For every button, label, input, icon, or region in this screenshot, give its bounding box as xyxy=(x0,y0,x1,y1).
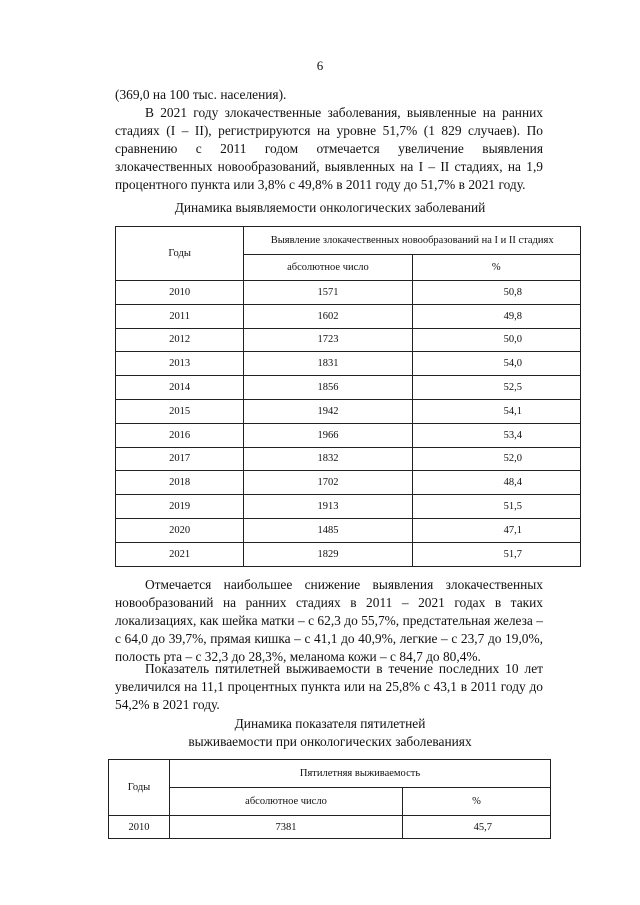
table2-header-years: Годы xyxy=(109,760,170,816)
table1-absolute-cell: 1942 xyxy=(244,399,412,423)
table1-year-cell: 2017 xyxy=(116,447,244,471)
table1-header-percent: % xyxy=(412,255,580,281)
table2-header-absolute: абсолютное число xyxy=(170,788,403,816)
table1-percent-cell: 54,1 xyxy=(412,399,580,423)
table2-absolute-cell: 7381 xyxy=(170,816,403,839)
table1-percent-cell: 49,8 xyxy=(412,304,580,328)
table2-header-percent: % xyxy=(403,788,551,816)
table1-row xyxy=(116,447,581,471)
table1-row xyxy=(116,281,581,305)
table1-row xyxy=(116,376,581,400)
table1-header-group: Выявление злокачественных новообразований на I и II стадиях xyxy=(244,227,581,255)
table1-row xyxy=(116,304,581,328)
table1-row xyxy=(116,471,581,495)
table2-title-line2: выживаемости при онкологических заболеваниях xyxy=(188,734,472,749)
table1-absolute-cell: 1723 xyxy=(244,328,412,352)
table1-year-cell: 2021 xyxy=(116,542,244,566)
table2-row xyxy=(109,816,551,839)
table1-percent-cell: 50,8 xyxy=(412,281,580,305)
table1-year-cell: 2016 xyxy=(116,423,244,447)
detection-dynamics-table xyxy=(115,226,581,567)
table1-year-cell: 2012 xyxy=(116,328,244,352)
table2-year-cell: 2010 xyxy=(109,816,170,839)
table1-row xyxy=(116,328,581,352)
table1-row xyxy=(116,352,581,376)
table1-absolute-cell: 1702 xyxy=(244,471,412,495)
table1-percent-cell: 52,0 xyxy=(412,447,580,471)
paragraph-survival-rate: Показатель пятилетней выживаемости в течение последних 10 лет увеличился на 11,1 процентных пункта или на 25,8% с 43,1 в 2011 году до 54,2% в 2021 году. xyxy=(115,661,543,712)
table1-absolute-cell: 1571 xyxy=(244,281,412,305)
table1-percent-cell: 54,0 xyxy=(412,352,580,376)
page-number: 6 xyxy=(316,58,324,73)
paragraph-decline-localizations: Отмечается наибольшее снижение выявления злокачественных новообразований на ранних стадиях в 2011 – 2021 годах в таких локализациях, как шейка матки – с 62,3 до 55,7%, предстательная железа – с 64,0 до 39,7%, прямая кишка – с 41,1 до 40,9%, легкие – с 23,7 до 19,0%, полость рта – с 32,3 до 28,3%, меланома кожи – с 84,7 до 80,4%. xyxy=(115,577,543,664)
table1-absolute-cell: 1966 xyxy=(244,423,412,447)
table1-year-cell: 2015 xyxy=(116,399,244,423)
table1-percent-cell: 50,0 xyxy=(412,328,580,352)
table1-title: Динамика выявляемости онкологических заболеваний xyxy=(174,200,486,215)
table1-header-absolute: абсолютное число xyxy=(244,255,412,281)
table1-percent-cell: 48,4 xyxy=(412,471,580,495)
table1-year-cell: 2020 xyxy=(116,518,244,542)
table1-year-cell: 2019 xyxy=(116,495,244,519)
table2-percent-cell: 45,7 xyxy=(403,816,551,839)
table1-row xyxy=(116,542,581,566)
table1-header-years: Годы xyxy=(116,227,244,281)
table1-absolute-cell: 1602 xyxy=(244,304,412,328)
intro-text: (369,0 на 100 тыс. населения). xyxy=(115,87,287,102)
table1-absolute-cell: 1913 xyxy=(244,495,412,519)
table1-percent-cell: 52,5 xyxy=(412,376,580,400)
table1-row xyxy=(116,399,581,423)
survival-dynamics-table xyxy=(108,759,551,839)
table1-row xyxy=(116,518,581,542)
table1-year-cell: 2014 xyxy=(116,376,244,400)
table1-absolute-cell: 1832 xyxy=(244,447,412,471)
table1-percent-cell: 53,4 xyxy=(412,423,580,447)
table1-absolute-cell: 1856 xyxy=(244,376,412,400)
table1-year-cell: 2010 xyxy=(116,281,244,305)
table1-row xyxy=(116,423,581,447)
table1-absolute-cell: 1829 xyxy=(244,542,412,566)
table2-title-line1: Динамика показателя пятилетней xyxy=(234,716,426,731)
table1-percent-cell: 51,5 xyxy=(412,495,580,519)
table1-absolute-cell: 1831 xyxy=(244,352,412,376)
table1-year-cell: 2018 xyxy=(116,471,244,495)
table1-percent-cell: 47,1 xyxy=(412,518,580,542)
table1-row xyxy=(116,495,581,519)
table1-year-cell: 2011 xyxy=(116,304,244,328)
paragraph-detection-2021: В 2021 году злокачественные заболевания, выявленные на ранних стадиях (I – II), регистрируются на уровне 51,7% (1 829 случаев). По сравнению с 2011 годом отмечается увеличение выявления злокачественных новообразований, выявленных на I – II стадиях, на 1,9 процентного пункта или 3,8% с 49,8% в 2011 году до 51,7% в 2021 году. xyxy=(115,105,543,192)
table1-absolute-cell: 1485 xyxy=(244,518,412,542)
table1-percent-cell: 51,7 xyxy=(412,542,580,566)
table2-header-group: Пятилетняя выживаемость xyxy=(170,760,551,788)
table1-year-cell: 2013 xyxy=(116,352,244,376)
